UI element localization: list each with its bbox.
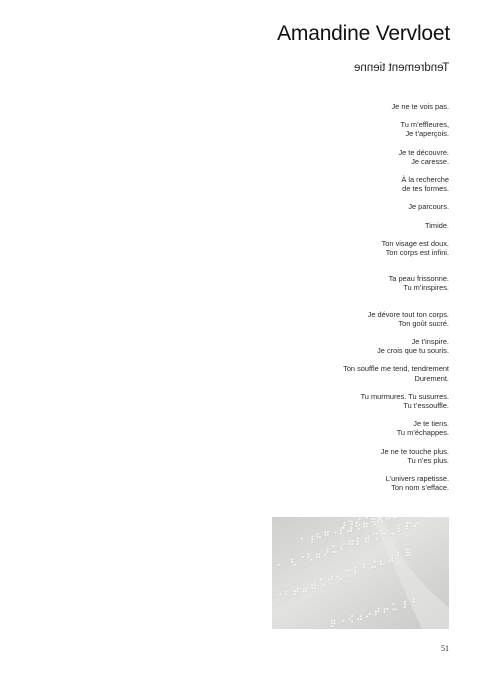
braille-dot	[314, 585, 316, 587]
braille-dot	[311, 538, 313, 540]
braille-dot	[417, 522, 419, 524]
braille-dot	[348, 530, 350, 532]
braille-dot	[404, 606, 406, 608]
poem-line: Je ne te vois pas.	[391, 102, 449, 111]
braille-dot	[363, 564, 365, 566]
braille-dot	[371, 518, 373, 520]
poem-stanza	[249, 175, 449, 193]
braille-dot	[365, 541, 367, 543]
poem-stanza	[249, 419, 449, 437]
poem-stanza	[249, 202, 449, 211]
braille-dot	[323, 584, 325, 586]
braille-dot	[363, 567, 365, 569]
braille-dot	[395, 608, 397, 610]
braille-dot	[331, 625, 333, 627]
braille-dot	[328, 579, 330, 581]
braille-dot	[391, 558, 393, 560]
braille-dot	[390, 533, 392, 535]
braille-dot	[392, 608, 394, 610]
poem-stanza	[249, 239, 449, 257]
braille-dot	[332, 546, 334, 548]
braille-dot	[378, 608, 380, 610]
braille-dot	[324, 534, 326, 536]
braille-dot	[334, 623, 336, 625]
braille-dot	[366, 526, 368, 528]
braille-dot	[331, 579, 333, 581]
braille-dot	[305, 588, 307, 590]
braille-dot	[348, 520, 350, 522]
braille-dot	[348, 618, 350, 620]
poem-line: Tu m’inspires.	[403, 283, 449, 293]
braille-dot	[340, 578, 342, 580]
braille-dot	[406, 554, 408, 556]
poem-line: Je te découvre.	[398, 147, 449, 157]
poem-line: L’univers rapetisse.	[385, 474, 449, 484]
poem-stanza	[249, 337, 449, 355]
braille-dot	[311, 536, 313, 538]
braille-dot	[366, 523, 368, 525]
poem-stanza	[249, 148, 449, 166]
braille-dot	[319, 554, 321, 556]
poem-line: Tu t’essouffle.	[403, 401, 449, 411]
braille-dot	[324, 554, 326, 556]
braille-dot	[359, 519, 361, 521]
braille-dot	[319, 556, 321, 558]
braille-dot	[327, 534, 329, 536]
braille-dot	[355, 522, 357, 524]
braille-dot	[334, 620, 336, 622]
braille-dot	[375, 613, 377, 615]
poem-line: Tu m’effleures,	[400, 120, 449, 130]
braille-dot	[308, 556, 310, 558]
braille-dot	[351, 620, 353, 622]
braille-dot	[360, 615, 362, 617]
poem-line: Tu n’es plus.	[407, 455, 449, 465]
poem-line: Je te tiens.	[413, 419, 449, 429]
poem-line: Je caresse.	[411, 156, 449, 166]
poem-title-mirrored: Tendrement tienne	[353, 62, 449, 74]
braille-dot	[366, 616, 368, 618]
braille-dot	[363, 526, 365, 528]
braille-dot	[354, 570, 356, 572]
poem-line: Je dévore tout ton corps.	[367, 309, 449, 319]
poem-body	[249, 102, 449, 501]
braille-dot	[404, 601, 406, 603]
braille-dot	[378, 611, 380, 613]
poem-stanza	[249, 447, 449, 465]
braille-dot	[297, 588, 299, 590]
braille-dot	[373, 533, 375, 535]
braille-dot	[374, 521, 376, 523]
braille-dot	[302, 556, 304, 558]
braille-dot	[376, 538, 378, 540]
braille-dot	[413, 601, 415, 603]
braille-dot	[413, 598, 415, 600]
braille-dot	[331, 623, 333, 625]
poem-stanza	[249, 120, 449, 138]
braille-dot	[348, 575, 350, 577]
braille-dot	[357, 618, 359, 620]
braille-dot	[335, 551, 337, 553]
braille-dot	[331, 576, 333, 578]
braille-dot	[350, 530, 352, 532]
braille-dot	[409, 554, 411, 556]
braille-dot	[340, 532, 342, 534]
braille-dot	[369, 613, 371, 615]
poem-line: Je parcours.	[408, 202, 449, 212]
braille-dot	[406, 528, 408, 530]
braille-dot	[280, 594, 282, 596]
braille-dot	[314, 582, 316, 584]
braille-dot	[374, 561, 376, 563]
braille-dot	[409, 522, 411, 524]
braille-dot	[386, 608, 388, 610]
braille-dot	[404, 603, 406, 605]
braille-dot	[409, 552, 411, 554]
braille-dot	[368, 535, 370, 537]
braille-dot	[398, 528, 400, 530]
author-name: Amandine Vervloet	[277, 22, 450, 45]
braille-dot	[398, 525, 400, 527]
braille-dot	[337, 576, 339, 578]
braille-dot	[310, 559, 312, 561]
braille-dot	[342, 620, 344, 622]
braille-dot	[316, 556, 318, 558]
braille-dot	[343, 527, 345, 529]
braille-dot	[381, 533, 383, 535]
braille-dot	[319, 536, 321, 538]
poem-line: Durement.	[414, 373, 449, 383]
braille-dot	[285, 594, 287, 596]
poem-line: À la recherche	[401, 175, 449, 185]
poem-stanza	[249, 102, 449, 111]
braille-dot	[308, 553, 310, 555]
braille-dot	[297, 591, 299, 593]
braille-dot	[380, 563, 382, 565]
braille-dot	[374, 566, 376, 568]
braille-dot	[368, 538, 370, 540]
poem-stanza	[249, 474, 449, 492]
braille-dot	[311, 541, 313, 543]
braille-dot	[316, 554, 318, 556]
braille-dot	[392, 603, 394, 605]
braille-dot	[406, 552, 408, 554]
braille-dot	[348, 570, 350, 572]
braille-dot	[379, 519, 381, 521]
braille-dot	[392, 533, 394, 535]
braille-dot	[320, 579, 322, 581]
braille-dot	[327, 531, 329, 533]
braille-dot	[386, 518, 388, 520]
poem-line: Ton nom s’efface.	[391, 483, 449, 493]
poem-stanza	[249, 274, 449, 292]
braille-dot	[414, 525, 416, 527]
braille-dot	[331, 620, 333, 622]
poem-stanza	[249, 392, 449, 410]
braille-dot	[358, 528, 360, 530]
braille-dot	[277, 599, 279, 601]
braille-dot	[406, 549, 408, 551]
braille-dot	[343, 543, 345, 545]
braille-dot	[311, 585, 313, 587]
braille-dot	[314, 587, 316, 589]
braille-dot	[354, 572, 356, 574]
braille-dot	[397, 552, 399, 554]
braille-dot	[389, 560, 391, 562]
braille-dot	[409, 549, 411, 551]
braille-dot	[376, 533, 378, 535]
braille-dot	[368, 541, 370, 543]
poem-line: Tu murmures. Tu susurres.	[360, 391, 449, 401]
braille-dot	[351, 615, 353, 617]
poem-line: Ta peau frissonne.	[388, 274, 449, 284]
poem-line: Ton visage est doux.	[381, 238, 449, 248]
braille-dot	[365, 538, 367, 540]
braille-dot	[311, 587, 313, 589]
braille-dot	[344, 522, 346, 524]
braille-dot	[294, 591, 296, 593]
page-number: 51	[441, 644, 449, 653]
braille-dot	[351, 543, 353, 545]
poem-line: Ton corps est infini.	[385, 248, 449, 258]
braille-dot	[380, 561, 382, 563]
braille-dot	[327, 548, 329, 550]
braille-dot	[340, 530, 342, 532]
poem-stanza	[249, 221, 449, 230]
braille-dot	[375, 611, 377, 613]
braille-photo	[272, 517, 449, 629]
braille-dot	[291, 561, 293, 563]
poem-stanza	[249, 364, 449, 382]
poem-stanza	[249, 310, 449, 328]
braille-dot	[324, 531, 326, 533]
braille-dot	[374, 518, 376, 520]
poem-line: de tes formes.	[402, 184, 449, 194]
braille-dot	[354, 567, 356, 569]
poem-line: Je crois que tu souris.	[377, 346, 449, 356]
braille-dot	[291, 559, 293, 561]
braille-dot	[327, 551, 329, 553]
braille-dot	[335, 532, 337, 534]
braille-dot	[391, 560, 393, 562]
poem-line: Tu m’échappes.	[396, 428, 449, 438]
braille-dot	[384, 611, 386, 613]
braille-dot	[278, 564, 280, 566]
braille-dot	[397, 555, 399, 557]
braille-dot	[382, 521, 384, 523]
braille-dot	[398, 530, 400, 532]
braille-dot	[294, 593, 296, 595]
braille-dot	[357, 538, 359, 540]
braille-dot	[366, 517, 368, 519]
braille-dot	[359, 524, 361, 526]
braille-dot	[379, 521, 381, 523]
poem-line: Je t’inspire.	[411, 337, 449, 347]
braille-dot	[351, 540, 353, 542]
braille-dot	[305, 590, 307, 592]
braille-dot	[374, 523, 376, 525]
poem-line: Je t’aperçois.	[405, 129, 449, 139]
poem-line: Je ne te touche plus.	[380, 446, 449, 456]
poem-line: Ton souffle me tend, tendrement	[343, 364, 449, 374]
braille-dot	[340, 546, 342, 548]
braille-dot	[344, 525, 346, 527]
braille-dot	[383, 563, 385, 565]
braille-dot	[340, 548, 342, 550]
poem-line: Ton goût sucré.	[398, 318, 449, 328]
braille-dot	[363, 523, 365, 525]
braille-dot	[346, 570, 348, 572]
braille-dot	[349, 540, 351, 542]
braille-dot	[406, 522, 408, 524]
braille-dot	[316, 536, 318, 538]
braille-dot	[294, 564, 296, 566]
braille-dot	[384, 533, 386, 535]
braille-dot	[355, 525, 357, 527]
braille-dot	[381, 519, 383, 521]
braille-dot	[360, 618, 362, 620]
braille-dot	[381, 530, 383, 532]
braille-dot	[303, 590, 305, 592]
braille-dot	[406, 525, 408, 527]
braille-dot	[301, 538, 303, 540]
braille-dot	[332, 551, 334, 553]
braille-dot	[357, 541, 359, 543]
braille-dot	[349, 543, 351, 545]
braille-dots-photo-icon	[272, 517, 449, 629]
braille-dot	[357, 543, 359, 545]
braille-dot	[384, 608, 386, 610]
braille-dot	[371, 566, 373, 568]
braille-dot	[371, 521, 373, 523]
braille-dot	[391, 555, 393, 557]
braille-dot	[351, 520, 353, 522]
braille-dot	[351, 523, 353, 525]
braille-dot	[316, 533, 318, 535]
braille-dot	[285, 591, 287, 593]
braille-dot	[350, 527, 352, 529]
poem-line: Timide.	[425, 220, 449, 230]
